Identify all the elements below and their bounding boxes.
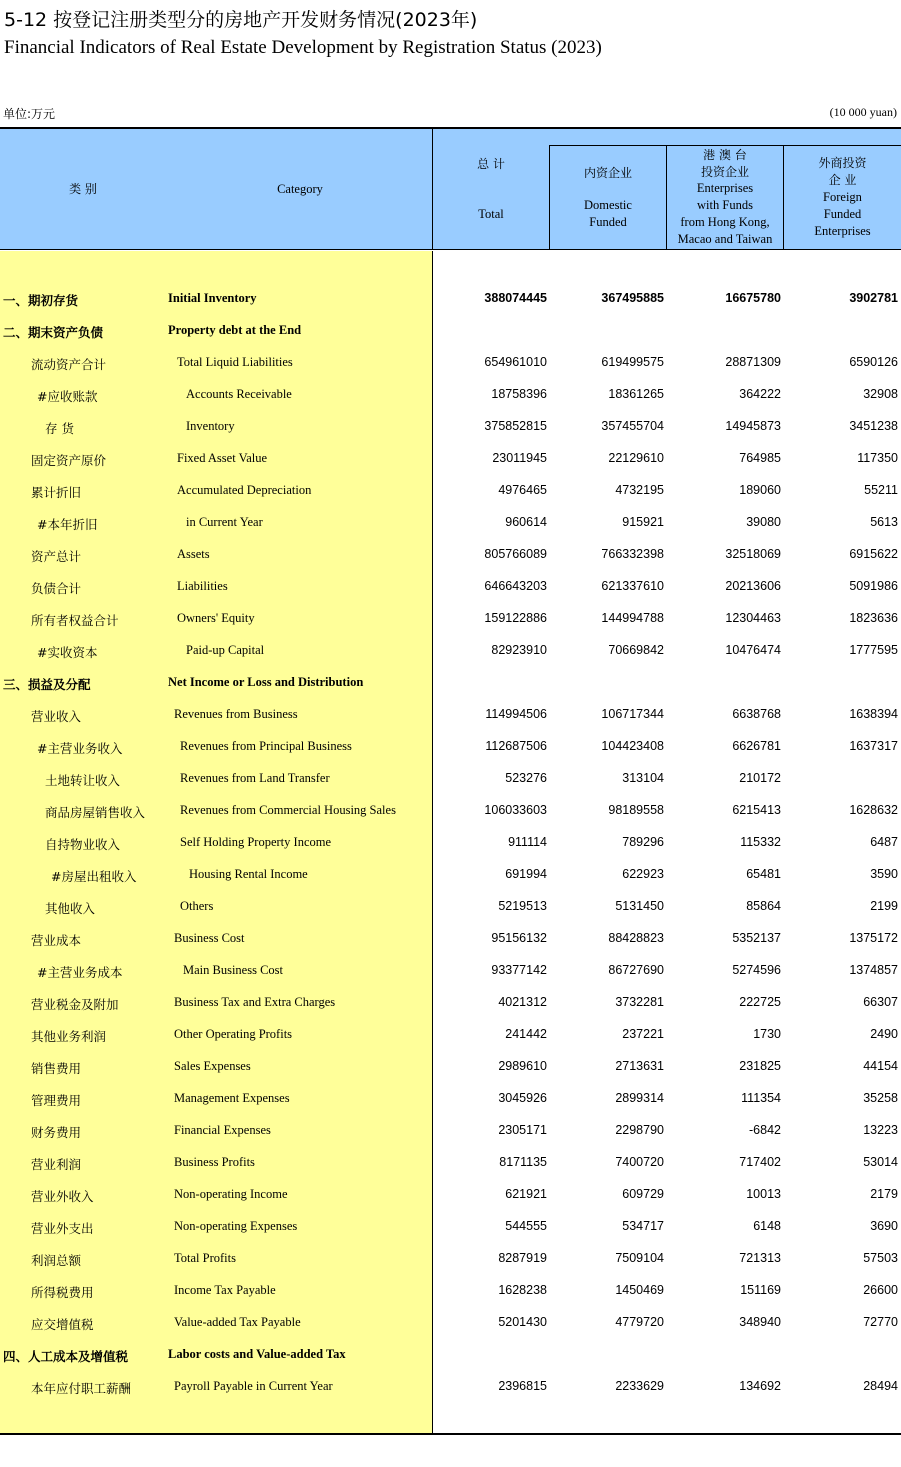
cell-hmt: 111354 — [741, 1091, 781, 1105]
cell-total: 23011945 — [492, 451, 547, 465]
table-bottom-rule — [0, 1433, 901, 1435]
cell-total: 106033603 — [484, 803, 547, 817]
row-label-chinese: 固定资产原价 — [31, 453, 107, 468]
cell-hmt: 10013 — [746, 1187, 781, 1201]
cell-foreign: 72770 — [863, 1315, 898, 1329]
row-label-english: Total Liquid Liabilities — [177, 355, 293, 369]
row-label-chinese: 应交增值税 — [31, 1317, 94, 1332]
cell-foreign: 3690 — [870, 1219, 898, 1233]
table-row — [0, 283, 901, 315]
header-foreign-english-1: Foreign — [823, 190, 862, 204]
header-hmt-english-3: from Hong Kong, — [680, 215, 770, 229]
table-row — [0, 1307, 901, 1339]
cell-hmt: 28871309 — [725, 355, 781, 369]
row-label-chinese: 管理费用 — [31, 1093, 82, 1108]
cell-total: 5219513 — [498, 899, 547, 913]
table-header — [0, 129, 901, 250]
cell-hmt: 6638768 — [732, 707, 781, 721]
cell-hmt: 20213606 — [725, 579, 781, 593]
cell-hmt: 65481 — [746, 867, 781, 881]
cell-hmt: 721313 — [739, 1251, 781, 1265]
cell-domestic: 98189558 — [608, 803, 664, 817]
cell-domestic: 7400720 — [615, 1155, 664, 1169]
row-label-chinese: 本年应付职工薪酬 — [31, 1381, 132, 1396]
table-row — [0, 1211, 901, 1243]
cell-hmt: 12304463 — [725, 611, 781, 625]
cell-domestic: 104423408 — [601, 739, 664, 753]
row-label-english: Assets — [177, 547, 210, 561]
row-label-english: Business Cost — [174, 931, 245, 945]
cell-domestic: 915921 — [622, 515, 664, 529]
cell-foreign: 1375172 — [849, 931, 898, 945]
cell-hmt: 764985 — [739, 451, 781, 465]
cell-foreign: 1637317 — [849, 739, 898, 753]
table-row — [0, 827, 901, 859]
row-label-chinese: #实收资本 — [37, 645, 98, 660]
cell-hmt: 364222 — [739, 387, 781, 401]
cell-hmt: 1730 — [753, 1027, 781, 1041]
row-label-chinese: 其他收入 — [45, 901, 96, 916]
row-label-english: Total Profits — [174, 1251, 236, 1265]
cell-hmt: 717402 — [739, 1155, 781, 1169]
cell-total: 805766089 — [484, 547, 547, 561]
header-foreign-english-3: Enterprises — [814, 224, 871, 238]
cell-foreign: 6590126 — [849, 355, 898, 369]
row-label-english: Other Operating Profits — [174, 1027, 293, 1041]
cell-hmt: 39080 — [746, 515, 781, 529]
table-row — [0, 1179, 901, 1211]
unit-label-english: (10 000 yuan) — [829, 105, 897, 119]
cell-domestic: 619499575 — [601, 355, 664, 369]
table-row — [0, 1115, 901, 1147]
row-label-english: Fixed Asset Value — [177, 451, 268, 465]
cell-foreign: 5613 — [870, 515, 898, 529]
table-row — [0, 507, 901, 539]
cell-foreign: 6487 — [870, 835, 898, 849]
cell-foreign: 3590 — [870, 867, 898, 881]
table-title-english: Financial Indicators of Real Estate Development by Registration Status (2023) — [4, 37, 602, 58]
row-label-english: Revenues from Land Transfer — [180, 771, 330, 785]
table-row — [0, 1371, 901, 1403]
cell-domestic: 18361265 — [608, 387, 664, 401]
cell-foreign: 28494 — [863, 1379, 898, 1393]
header-total-english: Total — [478, 207, 504, 221]
table-row — [0, 859, 901, 891]
header-foreign-chinese-2: 企 业 — [828, 173, 857, 187]
cell-total: 159122886 — [484, 611, 547, 625]
header-bottom-rule — [0, 249, 901, 250]
cell-total: 4021312 — [498, 995, 547, 1009]
cell-total: 960614 — [505, 515, 547, 529]
cell-domestic: 2899314 — [615, 1091, 664, 1105]
cell-foreign: 3902781 — [849, 291, 898, 305]
cell-hmt: 5352137 — [732, 931, 781, 945]
row-label-chinese: 土地转让收入 — [45, 773, 121, 788]
row-label-chinese: 负债合计 — [31, 581, 82, 596]
cell-total: 2989610 — [498, 1059, 547, 1073]
cell-total: 2305171 — [498, 1123, 547, 1137]
row-label-english: Revenues from Business — [174, 707, 298, 721]
row-label-english: Revenues from Principal Business — [180, 739, 352, 753]
header-hmt-english-4: Macao and Taiwan — [677, 232, 773, 246]
table-row — [0, 603, 901, 635]
cell-total: 112687506 — [485, 739, 547, 753]
row-label-english: Owners' Equity — [177, 611, 255, 625]
header-hmt-english-1: Enterprises — [696, 181, 754, 195]
cell-total: 375852815 — [484, 419, 547, 433]
row-label-chinese: #主营业务成本 — [37, 965, 123, 980]
header-foreign-chinese-1: 外商投资 — [818, 156, 867, 170]
cell-foreign: 13223 — [863, 1123, 898, 1137]
row-label-chinese: 三、损益及分配 — [3, 677, 91, 692]
table-row — [0, 347, 901, 379]
cell-total: 654961010 — [484, 355, 547, 369]
cell-domestic: 22129610 — [608, 451, 664, 465]
table-row — [0, 763, 901, 795]
table-row — [0, 891, 901, 923]
cell-hmt: -6842 — [749, 1123, 781, 1137]
table-row — [0, 1019, 901, 1051]
cell-foreign: 6915622 — [849, 547, 898, 561]
cell-hmt: 85864 — [746, 899, 781, 913]
row-label-chinese: 营业成本 — [31, 933, 82, 948]
row-label-chinese: 存 货 — [45, 421, 74, 436]
row-label-english: Paid-up Capital — [186, 643, 265, 657]
cell-total: 4976465 — [498, 483, 547, 497]
row-label-english: Sales Expenses — [174, 1059, 251, 1073]
header-hmt-chinese-2: 投资企业 — [700, 165, 749, 179]
cell-hmt: 5274596 — [732, 963, 781, 977]
cell-foreign: 35258 — [863, 1091, 898, 1105]
cell-total: 18758396 — [491, 387, 547, 401]
cell-total: 5201430 — [498, 1315, 547, 1329]
cell-total: 2396815 — [498, 1379, 547, 1393]
row-label-chinese: #主营业务收入 — [37, 741, 123, 756]
table-row — [0, 1275, 901, 1307]
cell-total: 911114 — [508, 835, 547, 849]
header-domestic-english-1: Domestic — [584, 198, 632, 212]
cell-foreign: 1628632 — [849, 803, 898, 817]
cell-foreign: 3451238 — [849, 419, 898, 433]
cell-domestic: 534717 — [622, 1219, 664, 1233]
row-label-chinese: 其他业务利润 — [31, 1029, 107, 1044]
table-row — [0, 731, 901, 763]
row-label-english: Others — [180, 899, 214, 913]
cell-foreign: 1374857 — [849, 963, 898, 977]
cell-total: 691994 — [505, 867, 547, 881]
header-domestic-chinese: 内资企业 — [583, 166, 632, 180]
table-row — [0, 795, 901, 827]
row-label-chinese: #应收账款 — [37, 389, 98, 404]
row-label-english: Initial Inventory — [168, 291, 257, 305]
header-foreign-english-2: Funded — [823, 207, 862, 221]
cell-foreign: 1823636 — [849, 611, 898, 625]
row-label-chinese: 营业外收入 — [31, 1189, 94, 1204]
cell-total: 8287919 — [498, 1251, 547, 1265]
row-label-english: Labor costs and Value-added Tax — [168, 1347, 346, 1361]
row-label-english: in Current Year — [186, 515, 263, 529]
cell-foreign: 55211 — [864, 483, 898, 497]
cell-total: 388074445 — [484, 291, 547, 305]
cell-domestic: 2298790 — [615, 1123, 664, 1137]
cell-domestic: 357455704 — [601, 419, 664, 433]
cell-foreign: 117350 — [857, 451, 898, 465]
row-label-chinese: 财务费用 — [31, 1125, 82, 1140]
cell-hmt: 189060 — [739, 483, 781, 497]
cell-domestic: 1450469 — [615, 1283, 664, 1297]
cell-domestic: 144994788 — [601, 611, 664, 625]
header-category-chinese: 类 别 — [69, 182, 97, 196]
cell-total: 3045926 — [498, 1091, 547, 1105]
row-label-english: Payroll Payable in Current Year — [174, 1379, 333, 1393]
row-label-english: Business Profits — [174, 1155, 255, 1169]
cell-total: 95156132 — [491, 931, 547, 945]
table-row — [0, 443, 901, 475]
row-label-chinese: 累计折旧 — [31, 485, 82, 500]
cell-total: 93377142 — [491, 963, 547, 977]
cell-total: 82923910 — [491, 643, 547, 657]
table-title-chinese: 5-12 按登记注册类型分的房地产开发财务情况(2023年) — [4, 9, 478, 31]
row-label-chinese: 销售费用 — [31, 1061, 82, 1076]
row-label-english: Revenues from Commercial Housing Sales — [180, 803, 396, 817]
cell-hmt: 16675780 — [725, 291, 781, 305]
row-label-chinese: #本年折旧 — [37, 517, 98, 532]
cell-total: 8171135 — [499, 1155, 547, 1169]
header-subgroup-rule — [549, 145, 901, 146]
table-row — [0, 1243, 901, 1275]
cell-hmt: 6626781 — [732, 739, 781, 753]
table-row — [0, 379, 901, 411]
row-label-chinese: 资产总计 — [31, 549, 82, 564]
row-label-english: Accumulated Depreciation — [177, 483, 312, 497]
table-row — [0, 699, 901, 731]
row-label-english: Inventory — [186, 419, 235, 433]
row-label-chinese: 一、期初存货 — [3, 293, 79, 308]
cell-foreign: 26600 — [863, 1283, 898, 1297]
table-row — [0, 539, 901, 571]
cell-foreign: 53014 — [863, 1155, 898, 1169]
table-row — [0, 955, 901, 987]
table-row — [0, 315, 901, 347]
row-label-chinese: 商品房屋销售收入 — [45, 805, 146, 820]
row-label-chinese: 营业利润 — [31, 1157, 82, 1172]
header-category-english: Category — [277, 182, 323, 196]
table-row — [0, 475, 901, 507]
row-label-english: Housing Rental Income — [189, 867, 308, 881]
cell-domestic: 5131450 — [615, 899, 664, 913]
cell-foreign: 5091986 — [849, 579, 898, 593]
cell-foreign: 57503 — [863, 1251, 898, 1265]
cell-hmt: 32518069 — [725, 547, 781, 561]
cell-foreign: 2179 — [870, 1187, 898, 1201]
header-domestic-english-2: Funded — [589, 215, 627, 229]
cell-domestic: 621337610 — [601, 579, 664, 593]
row-label-chinese: #房屋出租收入 — [51, 869, 137, 884]
row-label-english: Business Tax and Extra Charges — [174, 995, 336, 1009]
table-row — [0, 1339, 901, 1371]
row-label-english: Income Tax Payable — [174, 1283, 276, 1297]
table-row — [0, 987, 901, 1019]
cell-domestic: 237221 — [622, 1027, 664, 1041]
cell-foreign: 44154 — [863, 1059, 898, 1073]
cell-hmt: 14945873 — [725, 419, 781, 433]
row-label-english: Financial Expenses — [174, 1123, 271, 1137]
cell-domestic: 7509104 — [615, 1251, 664, 1265]
cell-total: 544555 — [505, 1219, 547, 1233]
cell-domestic: 106717344 — [601, 707, 664, 721]
row-label-chinese: 营业税金及附加 — [31, 997, 119, 1012]
cell-domestic: 766332398 — [601, 547, 664, 561]
row-label-chinese: 流动资产合计 — [31, 357, 107, 372]
cell-domestic: 88428823 — [608, 931, 664, 945]
row-label-chinese: 自持物业收入 — [45, 837, 121, 852]
row-label-chinese: 利润总额 — [31, 1253, 82, 1268]
table-row — [0, 667, 901, 699]
cell-total: 114994506 — [485, 707, 547, 721]
row-label-english: Value-added Tax Payable — [174, 1315, 301, 1329]
cell-domestic: 4779720 — [615, 1315, 664, 1329]
cell-foreign: 32908 — [863, 387, 898, 401]
cell-total: 523276 — [505, 771, 547, 785]
row-label-english: Accounts Receivable — [186, 387, 292, 401]
table-row — [0, 1083, 901, 1115]
table-row — [0, 411, 901, 443]
row-label-english: Main Business Cost — [183, 963, 284, 977]
row-label-chinese: 四、人工成本及增值税 — [3, 1349, 129, 1364]
header-total-chinese: 总 计 — [477, 157, 505, 171]
row-label-english: Non-operating Expenses — [174, 1219, 298, 1233]
cell-domestic: 609729 — [622, 1187, 664, 1201]
cell-domestic: 2233629 — [615, 1379, 664, 1393]
cell-foreign: 1638394 — [849, 707, 898, 721]
row-label-english: Self Holding Property Income — [180, 835, 332, 849]
cell-domestic: 313104 — [622, 771, 664, 785]
row-label-english: Property debt at the End — [168, 323, 302, 337]
cell-total: 1628238 — [498, 1283, 547, 1297]
cell-hmt: 222725 — [739, 995, 781, 1009]
cell-foreign: 66307 — [863, 995, 898, 1009]
cell-hmt: 134692 — [739, 1379, 781, 1393]
row-label-english: Management Expenses — [174, 1091, 290, 1105]
row-label-chinese: 营业外支出 — [31, 1221, 94, 1236]
cell-foreign: 2490 — [870, 1027, 898, 1041]
cell-total: 621921 — [505, 1187, 547, 1201]
cell-domestic: 622923 — [622, 867, 664, 881]
cell-hmt: 348940 — [739, 1315, 781, 1329]
row-label-english: Net Income or Loss and Distribution — [168, 675, 364, 689]
row-label-chinese: 二、期末资产负债 — [3, 325, 104, 340]
table-row — [0, 923, 901, 955]
table-row — [0, 1147, 901, 1179]
cell-domestic: 789296 — [622, 835, 664, 849]
cell-hmt: 6148 — [753, 1219, 781, 1233]
cell-foreign: 1777595 — [849, 643, 898, 657]
cell-domestic: 70669842 — [608, 643, 664, 657]
cell-domestic: 86727690 — [608, 963, 664, 977]
cell-domestic: 367495885 — [601, 291, 664, 305]
row-label-chinese: 所得税费用 — [31, 1285, 94, 1300]
row-label-english: Liabilities — [177, 579, 228, 593]
cell-hmt: 231825 — [739, 1059, 781, 1073]
row-label-chinese: 营业收入 — [31, 709, 82, 724]
cell-total: 241442 — [505, 1027, 547, 1041]
cell-domestic: 3732281 — [615, 995, 664, 1009]
cell-total: 646643203 — [484, 579, 547, 593]
unit-label-chinese: 单位:万元 — [3, 107, 56, 121]
cell-foreign: 2199 — [870, 899, 898, 913]
table-row — [0, 571, 901, 603]
header-hmt-english-2: with Funds — [697, 198, 753, 212]
table-row — [0, 635, 901, 667]
cell-hmt: 6215413 — [732, 803, 781, 817]
cell-hmt: 151169 — [740, 1283, 781, 1297]
cell-domestic: 2713631 — [615, 1059, 664, 1073]
cell-hmt: 10476474 — [725, 643, 781, 657]
cell-hmt: 115332 — [740, 835, 781, 849]
row-label-english: Non-operating Income — [174, 1187, 288, 1201]
cell-hmt: 210172 — [739, 771, 781, 785]
header-divider-category — [432, 129, 433, 250]
table-row — [0, 1051, 901, 1083]
cell-domestic: 4732195 — [615, 483, 664, 497]
header-hmt-chinese-1: 港 澳 台 — [703, 148, 747, 162]
row-label-chinese: 所有者权益合计 — [31, 613, 119, 628]
